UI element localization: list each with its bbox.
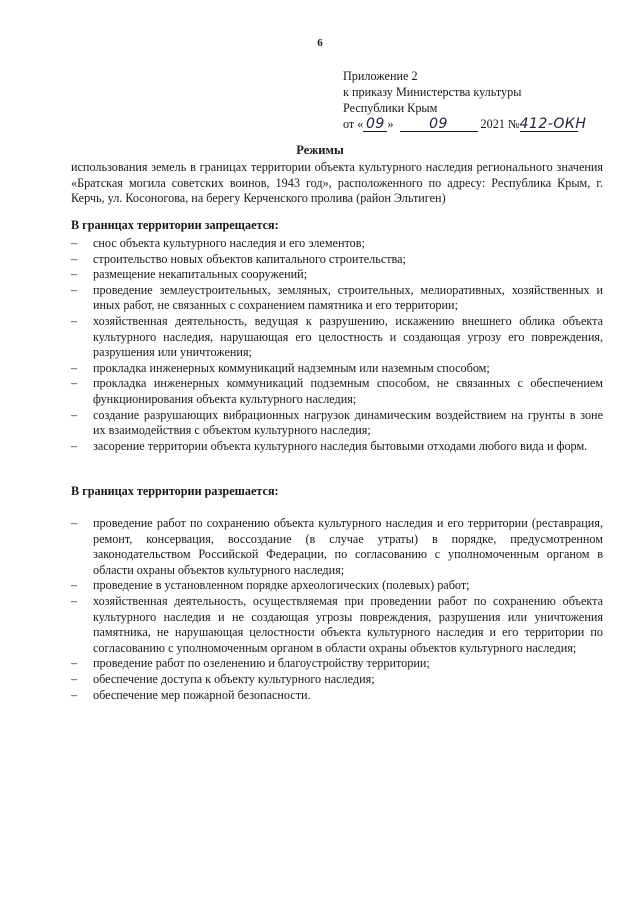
intro-paragraph (71, 160, 603, 207)
handwritten-day: 09 (365, 116, 385, 132)
appendix-header (343, 68, 613, 132)
handwritten-number: 412-ОКН (519, 116, 587, 132)
list-item: – прокладка инженерных коммуникаций подземным способом, не связанных с обеспечением функционирования объекта культурного наследия; (71, 376, 603, 407)
list-item: – строительство новых объектов капитального строительства; (71, 252, 603, 268)
page-number: 6 (317, 37, 323, 49)
allowed-list (71, 516, 603, 703)
document-title: Режимы (296, 143, 344, 157)
list-item: – проведение работ по сохранению объекта культурного наследия и его территории (реставрация, ремонт, консервация, воссоздание (в случае утраты) в порядке, предусмотренном законодательством Российской Федерации, по согласованию с уполномоченным органом в области охраны объектов культурного наследия; (71, 516, 603, 578)
list-item: – проведение работ по озеленению и благоустройству территории; (71, 656, 603, 672)
allowed-list-block (71, 516, 603, 703)
list-item: – засорение территории объекта культурного наследия бытовыми отходами любого вида и форм. (71, 439, 603, 455)
list-item: – хозяйственная деятельность, осуществляемая при проведении работ по сохранению объекта культурного наследия и не создающая угрозы повреждения, разрушения или уничтожения памятника, не нарушающая целостности объекта культурного наследия и его территории по согласованию с уполномоченным органом в области охраны объектов культурного наследия; (71, 594, 603, 656)
appendix-line-2: к приказу Министерства культуры (343, 85, 522, 99)
appendix-date-line (343, 116, 613, 132)
list-item: – создание разрушающих вибрационных нагрузок динамическим воздействием на грунты в зоне их взаимодействия с объектом культурного наследия; (71, 408, 603, 439)
date-year: 2021 № (480, 117, 520, 131)
appendix-line-1: Приложение 2 (343, 69, 418, 83)
forbidden-list (71, 236, 603, 454)
list-item: – прокладка инженерных коммуникаций надземным или наземным способом; (71, 361, 603, 377)
date-prefix: от « (343, 117, 364, 131)
forbidden-heading: В границах территории запрещается: (71, 218, 279, 232)
handwritten-month: 09 (429, 116, 448, 132)
appendix-line-3: Республики Крым (343, 101, 438, 115)
list-item: – проведение в установленном порядке археологических (полевых) работ; (71, 578, 603, 594)
list-item: – обеспечение мер пожарной безопасности. (71, 688, 603, 704)
forbidden-list-block (71, 236, 603, 454)
list-item: – снос объекта культурного наследия и его элементов; (71, 236, 603, 252)
date-mid: » (387, 117, 394, 131)
intro-text: использования земель в границах территории объекта культурного наследия регионального значения «Братская могила советских воинов, 1943 год», расположенного по адресу: Республика Крым, г. Керчь, ул. Косоногова, на берегу Керченского пролива (район Эльтиген) (71, 160, 603, 206)
list-item: – проведение землеустроительных, земляных, строительных, мелиоративных, хозяйственных и иных работ, не связанных с сохранением памятника и его территории; (71, 283, 603, 314)
list-item: – обеспечение доступа к объекту культурного наследия; (71, 672, 603, 688)
list-item: – хозяйственная деятельность, ведущая к разрушению, искажению внешнего облика объекта культурного наследия, нарушающая его целостность и создающая угрозу его повреждения, разрушения или уничтожения; (71, 314, 603, 361)
list-item: – размещение некапитальных сооружений; (71, 267, 603, 283)
allowed-heading: В границах территории разрешается: (71, 484, 279, 498)
